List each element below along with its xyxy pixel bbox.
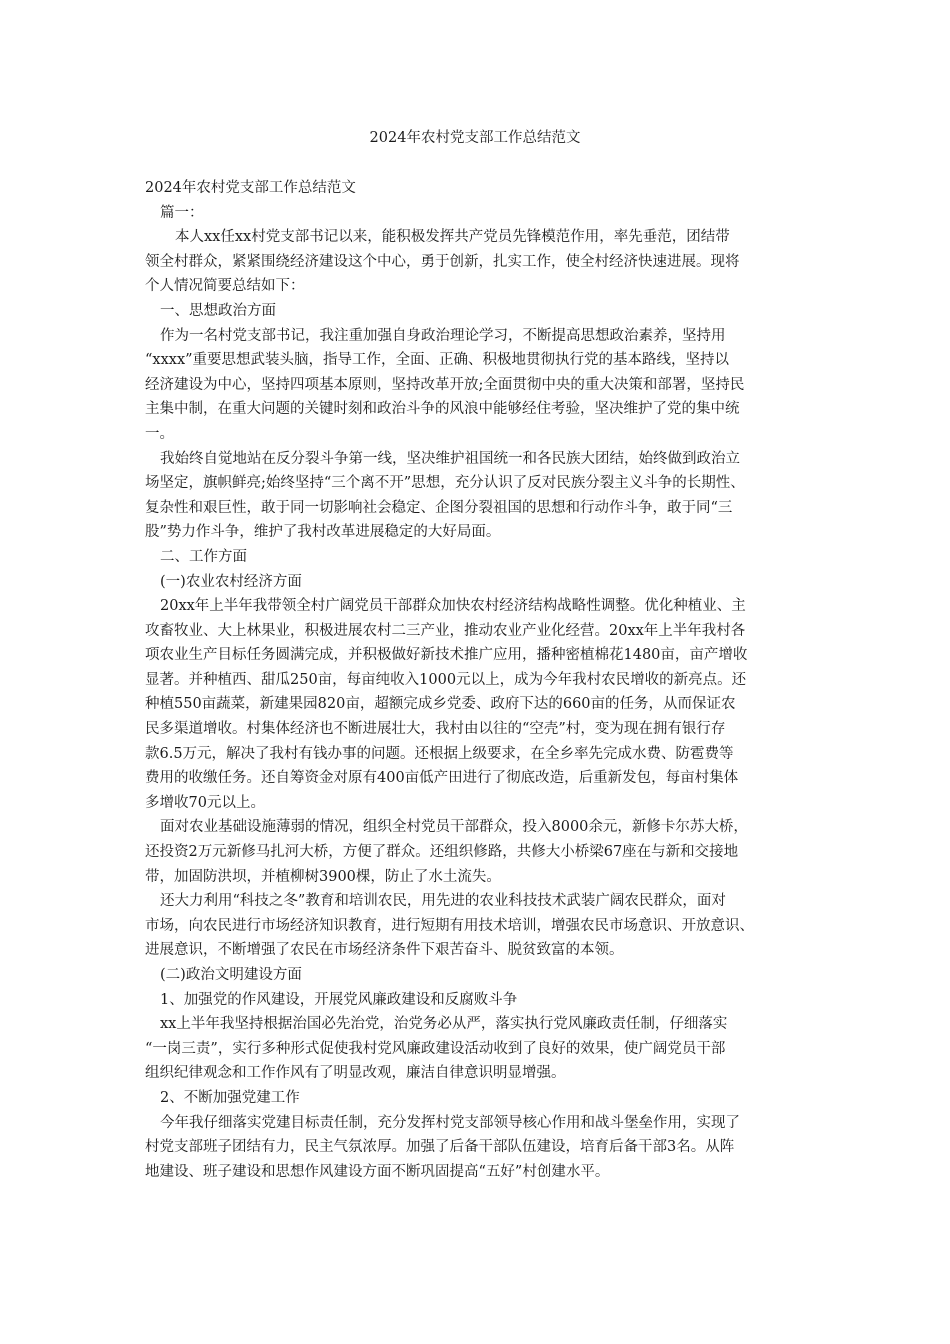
text-line: 一、思想政治方面 xyxy=(160,302,276,319)
text-line: 领全村群众，紧紧围绕经济建设这个中心，勇于创新，扎实工作，使全村经济快速进展。现将 xyxy=(145,253,740,270)
text-line: 市场，向农民进行市场经济知识教育，进行短期有用技术培训，增强农民市场意识、开放意识、 xyxy=(145,917,754,934)
text-line: 面对农业基础设施薄弱的情况，组织全村党员干部群众，投入8000余元，新修卡尔苏大桥， xyxy=(160,819,748,836)
text-line: (二)政治文明建设方面 xyxy=(160,967,302,983)
text-line: 1、加强党的作风建设，开展党风廉政建设和反腐败斗争 xyxy=(160,991,518,1008)
text-line: 篇一： xyxy=(160,204,204,221)
text-line: 种植550亩蔬菜，新建果园820亩，超额完成乡党委、政府下达的660亩的任务，从而保证农 xyxy=(145,696,736,713)
text-line: 显著。并种植西、甜瓜250亩，每亩纯收入1000元以上，成为今年我村农民增收的新亮点。还 xyxy=(145,671,747,688)
text-line: 攻畜牧业、大上林果业，积极进展农村二三产业，推动农业产业化经营。20xx年上半年我村各 xyxy=(145,622,746,639)
text-line: 费用的收缴任务。还自筹资金对原有400亩低产田进行了彻底改造，后重新发包，每亩村集体 xyxy=(145,770,739,787)
text-line: 我始终自觉地站在反分裂斗争第一线，坚决维护祖国统一和各民族大团结，始终做到政治立 xyxy=(160,450,740,467)
text-line: 村党支部班子团结有力，民主气氛浓厚。加强了后备干部队伍建设，培育后备干部3名。从阵 xyxy=(145,1139,735,1156)
text-line: 进展意识，不断增强了农民在市场经济条件下艰苦奋斗、脱贫致富的本领。 xyxy=(145,942,624,959)
text-line: 场坚定，旗帜鲜亮;始终坚持“三个离不开”思想，充分认识了反对民族分裂主义斗争的长期性、 xyxy=(145,475,745,492)
text-line: 二、工作方面 xyxy=(160,548,247,565)
document-title: 2024年农村党支部工作总结范文 xyxy=(369,130,581,146)
document-body xyxy=(145,176,815,1184)
text-line: xx上半年我坚持根据治国必先治党，治党务必从严，落实执行党风廉政责任制，仔细落实 xyxy=(160,1016,728,1033)
text-line: 带，加固防洪坝，并植柳树3900棵，防止了水土流失。 xyxy=(145,868,501,885)
text-line: 主集中制，在重大问题的关键时刻和政治斗争的风浪中能够经住考验，坚决维护了党的集中统 xyxy=(145,401,740,418)
text-line: 多增收70元以上。 xyxy=(145,794,265,811)
text-line: 一。 xyxy=(145,425,174,442)
text-line: 款6.5万元，解决了我村有钱办事的问题。还根据上级要求，在全乡率先完成水费、防雹费等 xyxy=(145,745,734,762)
text-line: 作为一名村党支部书记，我注重加强自身政治理论学习，不断提高思想政治素养，坚持用 xyxy=(160,327,726,344)
text-line: 项农业生产目标任务圆满完成，并积极做好新技术推广应用，播种密植棉花1480亩，亩产增收 xyxy=(145,647,748,664)
text-line: 还投资2万元新修马扎河大桥，方便了群众。还组织修路，共修大小桥梁67座在与新和交接地 xyxy=(145,844,739,861)
text-line: 股”势力作斗争，维护了我村改革进展稳定的大好局面。 xyxy=(145,524,501,541)
text-line: 地建设、班子建设和思想作风建设方面不断巩固提高“五好”村创建水平。 xyxy=(145,1163,610,1180)
text-line: 民多渠道增收。村集体经济也不断进展壮大，我村由以往的“空壳”村，变为现在拥有银行存 xyxy=(145,721,726,738)
text-line: “一岗三责”，实行多种形式促使我村党风廉政建设活动收到了良好的效果，使广阔党员干部 xyxy=(145,1040,726,1057)
text-line: 还大力利用“科技之冬”教育和培训农民，用先进的农业科技技术武装广阔农民群众，面对 xyxy=(160,893,726,910)
text-line: “xxxx”重要思想武装头脑，指导工作，全面、正确、积极地贯彻执行党的基本路线，坚持以 xyxy=(145,352,730,369)
text-line: 2、不断加强党建工作 xyxy=(160,1089,300,1106)
text-line: 2024年农村党支部工作总结范文 xyxy=(145,180,356,196)
text-line: 今年我仔细落实党建目标责任制，充分发挥村党支部领导核心作用和战斗堡垒作用，实现了 xyxy=(160,1114,740,1131)
text-line: 经济建设为中心，坚持四项基本原则，坚持改革开放;全面贯彻中央的重大决策和部署，坚持民 xyxy=(145,376,745,393)
text-line: 20xx年上半年我带领全村广阔党员干部群众加快农村经济结构战略性调整。优化种植业、主 xyxy=(160,598,746,615)
text-line: 个人情况简要总结如下： xyxy=(145,278,305,295)
text-line: (一)农业农村经济方面 xyxy=(160,573,302,590)
text-line: 组织纪律观念和工作作风有了明显改观，廉洁自律意识明显增强。 xyxy=(145,1065,566,1082)
text-line: 本人xx任xx村党支部书记以来，能积极发挥共产党员先锋模范作用，率先垂范，团结带 xyxy=(175,229,730,246)
text-line: 复杂性和艰巨性，敢于同一切影响社会稳定、企图分裂祖国的思想和行动作斗争，敢于同“三 xyxy=(145,499,733,516)
